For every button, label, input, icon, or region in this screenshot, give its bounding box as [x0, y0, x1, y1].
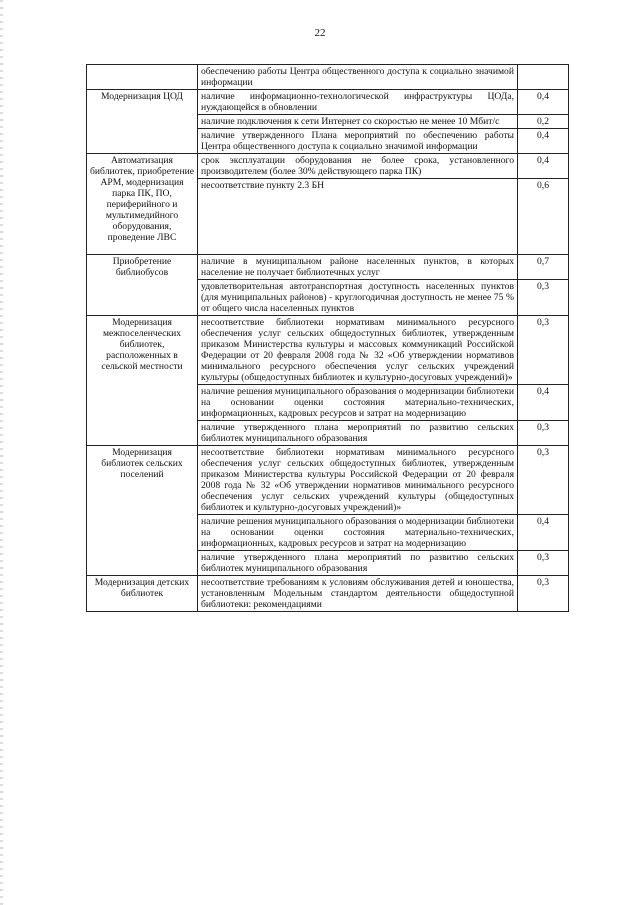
- weight-cell: 0,3: [518, 421, 569, 446]
- table-row: [87, 154, 569, 179]
- criterion-cell: обеспечению работы Центра общественного доступа к социально значимой информации: [198, 65, 518, 90]
- criterion-cell: наличие утвержденного плана мероприятий по развитию сельских библиотек муниципального образования: [198, 551, 518, 576]
- criterion-cell: несоответствие пункту 2.3 БН: [198, 179, 518, 255]
- direction-cell: Автоматизация библиотек, приобретение АРМ, модернизация парка ПК, ПО, периферийного и мультимедийного оборудования, проведение ЛВС: [87, 154, 198, 255]
- criterion-cell: наличие информационно-технологической инфраструктуры ЦОДа, нуждающейся в обновлении: [198, 90, 518, 115]
- page-number: 22: [314, 27, 326, 39]
- table-row: [87, 90, 569, 115]
- table-row: [87, 65, 569, 90]
- criterion-cell: несоответствие библиотеки нормативам минимального ресурсного обеспечения услуг сельских общедоступных библиотек, утвержденным приказом Министерства культуры Российской Федерации от 20 февраля 2008 года № 32 «Об утверждении нормативов минимального ресурсного обеспечения услуг сельских учреждений культуры (общедоступных библиотек и культурно-досуговых учреждений)»: [198, 446, 518, 515]
- weight-cell: 0,7: [518, 255, 569, 280]
- weight-cell: 0,3: [518, 316, 569, 385]
- table-row: [87, 316, 569, 385]
- criterion-cell: несоответствие требованиям к условиям обслуживания детей и юношества, установленным Модельным стандартом деятельности общедоступной библиотеки: рекомендациями: [198, 576, 518, 612]
- weight-cell: 0,3: [518, 576, 569, 612]
- direction-cell: Модернизация межпоселенческих библиотек, расположенных в сельской местности: [87, 316, 198, 446]
- criterion-cell: наличие утвержденного плана мероприятий по развитию сельских библиотек муниципального образования: [198, 421, 518, 446]
- criterion-cell: наличие утвержденного Плана мероприятий по обеспечению работы Центра общественного доступа к социально значимой информации: [198, 129, 518, 154]
- criteria-table: [86, 64, 569, 612]
- weight-cell: 0,4: [518, 90, 569, 115]
- weight-cell: 0,6: [518, 179, 569, 255]
- weight-cell: 0,4: [518, 154, 569, 179]
- criterion-cell: наличие решения муниципального образования о модернизации библиотеки на основании оценки состояния материально-технических, информационных, кадровых ресурсов и затрат на модернизацию: [198, 385, 518, 421]
- weight-cell: 0,2: [518, 115, 569, 129]
- criterion-cell: удовлетворительная автотранспортная доступность населенных пунктов (для муниципальных районов) - круглогодичная доступность не менее 75 % от общего числа населенных пунктов: [198, 280, 518, 316]
- direction-cell: Модернизация библиотек сельских поселений: [87, 446, 198, 576]
- criterion-cell: несоответствие библиотеки нормативам минимального ресурсного обеспечения услуг сельских общедоступных библиотек, утвержденным приказом Министерства культуры и массовых коммуникаций Российской Федерации от 20 февраля 2008 года № 32 «Об утверждении нормативов минимального ресурсного обеспечения услуг сельских учреждений культуры (общедоступных библиотек и культурно-досуговых учреждений)»: [198, 316, 518, 385]
- weight-cell: 0,3: [518, 551, 569, 576]
- table-row: [87, 255, 569, 280]
- weight-cell: 0,4: [518, 515, 569, 551]
- direction-cell: Модернизация ЦОД: [87, 90, 198, 154]
- criterion-cell: наличие подключения к сети Интернет со скоростью не менее 10 Мбит/с: [198, 115, 518, 129]
- criterion-cell: наличие в муниципальном районе населенных пунктов, в которых население не получает библиотечных услуг: [198, 255, 518, 280]
- weight-cell: 0,4: [518, 385, 569, 421]
- weight-cell: 0,4: [518, 129, 569, 154]
- weight-cell: 0,3: [518, 280, 569, 316]
- scan-edge-artifact: [0, 0, 3, 905]
- table-row: [87, 446, 569, 515]
- direction-cell: Приобретение библиобусов: [87, 255, 198, 316]
- direction-cell: Модернизация детских библиотек: [87, 576, 198, 612]
- criterion-cell: наличие решения муниципального образования о модернизации библиотеки на основании оценки состояния материально-технических, информационных, кадровых ресурсов и затрат на модернизацию: [198, 515, 518, 551]
- weight-cell: 0,3: [518, 446, 569, 515]
- table-row: [87, 576, 569, 612]
- weight-cell: [518, 65, 569, 90]
- direction-cell-empty: [87, 65, 198, 90]
- criterion-cell: срок эксплуатации оборудования не более срока, установленного производителем (более 30% действующего парка ПК): [198, 154, 518, 179]
